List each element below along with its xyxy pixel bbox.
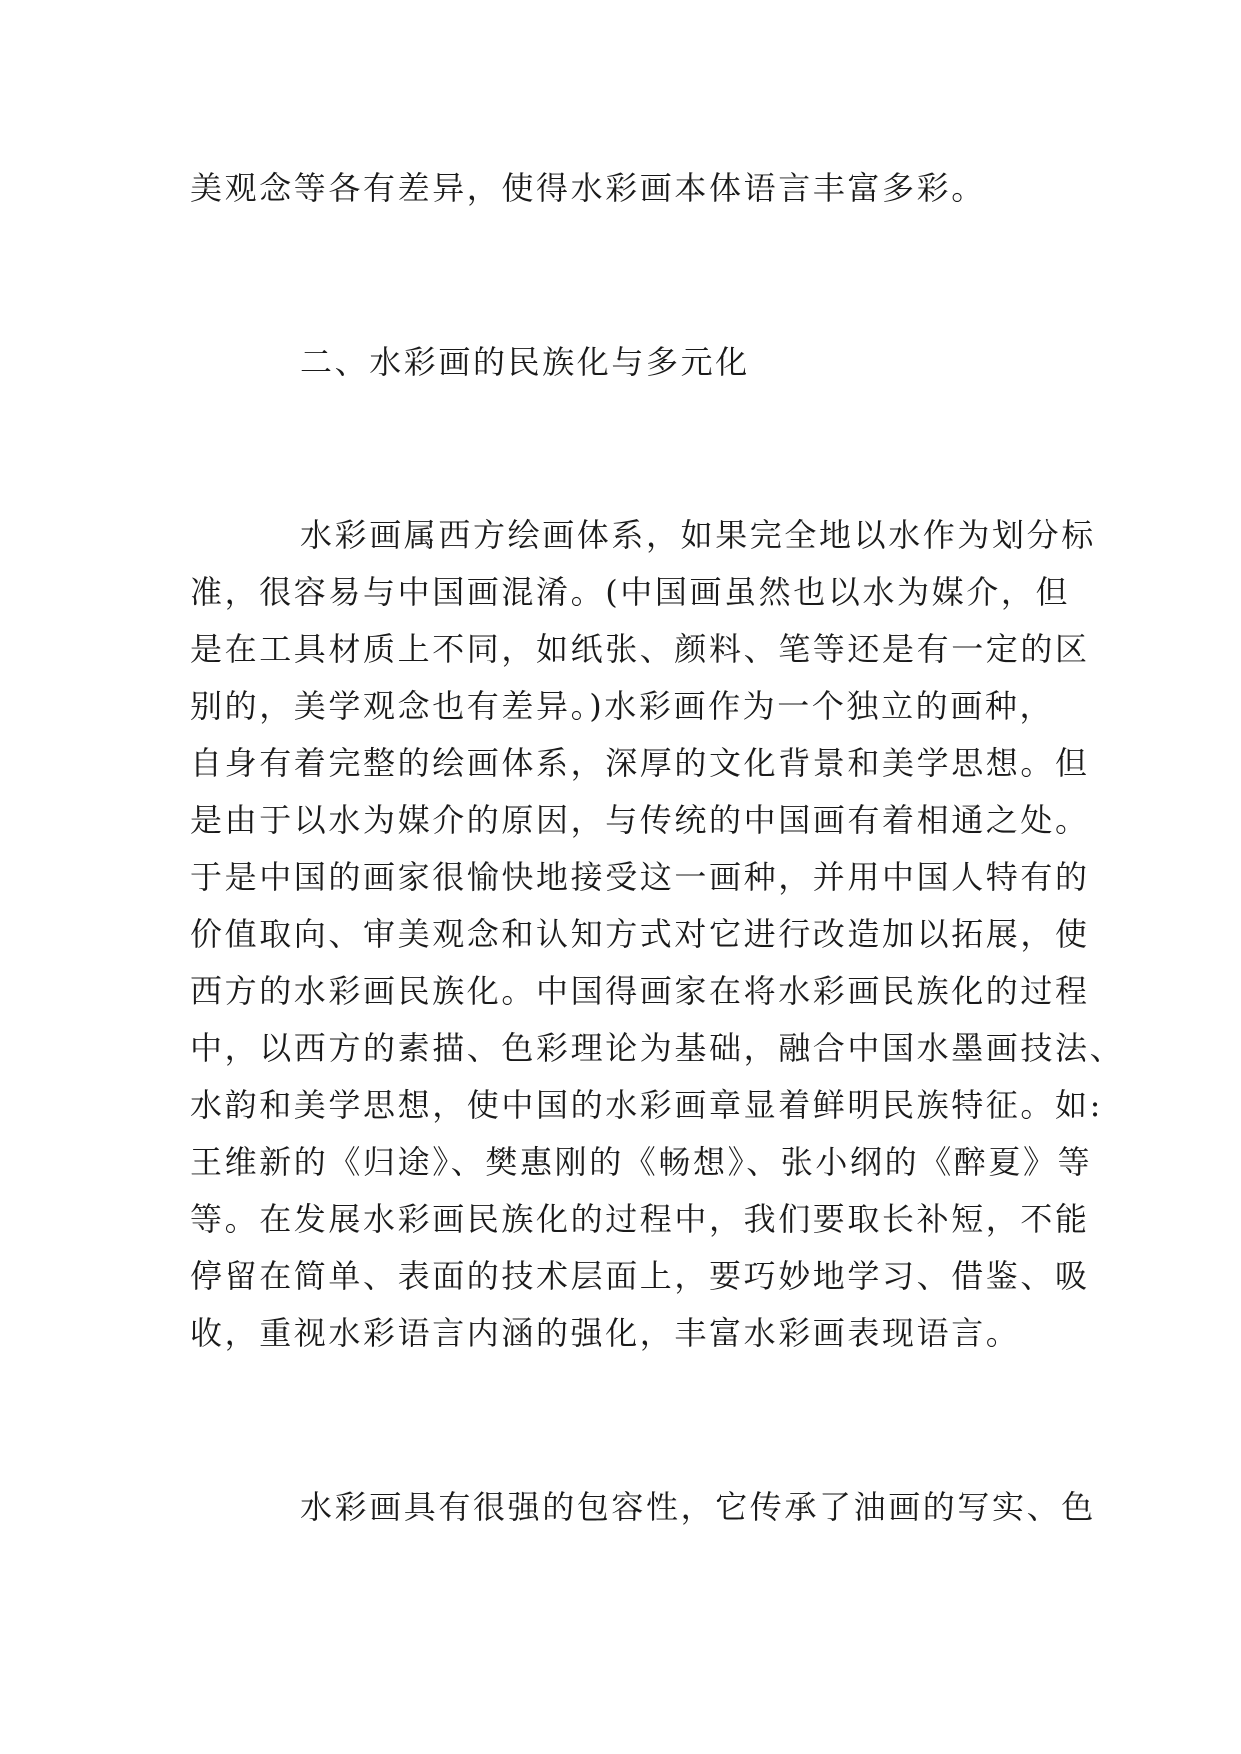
paragraph-line: 是在工具材质上不同，如纸张、颜料、笔等还是有一定的区 — [190, 630, 1090, 668]
paragraph-line: 别的，美学观念也有差异。)水彩画作为一个独立的画种， — [190, 687, 1055, 725]
paragraph-tail-line: 美观念等各有差异，使得水彩画本体语言丰富多彩。 — [190, 169, 986, 207]
paragraph-line: 王维新的《归途》、樊惠刚的《畅想》、张小纲的《醉夏》等 — [190, 1143, 1093, 1181]
paragraph-line: 价值取向、审美观念和认知方式对它进行改造加以拓展，使 — [190, 915, 1090, 953]
paragraph-line: 水彩画具有很强的包容性，它传承了油画的写实、色 — [300, 1488, 1096, 1526]
paragraph-line: 准，很容易与中国画混淆。(中国画虽然也以水为媒介，但 — [190, 573, 1071, 611]
paragraph-line: 水韵和美学思想，使中国的水彩画章显着鲜明民族特征。如: — [190, 1086, 1103, 1124]
paragraph-line: 水彩画属西方绘画体系，如果完全地以水作为划分标 — [300, 516, 1096, 554]
paragraph-line: 是由于以水为媒介的原因，与传统的中国画有着相通之处。 — [190, 801, 1090, 839]
section-heading: 二、水彩画的民族化与多元化 — [300, 343, 750, 381]
paragraph-line: 于是中国的画家很愉快地接受这一画种，并用中国人特有的 — [190, 858, 1090, 896]
paragraph-line: 中，以西方的素描、色彩理论为基础，融合中国水墨画技法、 — [190, 1029, 1125, 1067]
paragraph-line: 等。在发展水彩画民族化的过程中，我们要取长补短，不能 — [190, 1200, 1090, 1238]
paragraph-line: 停留在简单、表面的技术层面上，要巧妙地学习、借鉴、吸 — [190, 1257, 1090, 1295]
paragraph-line: 收，重视水彩语言内涵的强化，丰富水彩画表现语言。 — [190, 1314, 1021, 1352]
paragraph-line: 自身有着完整的绘画体系，深厚的文化背景和美学思想。但 — [190, 744, 1090, 782]
paragraph-line: 西方的水彩画民族化。中国得画家在将水彩画民族化的过程 — [190, 972, 1090, 1010]
